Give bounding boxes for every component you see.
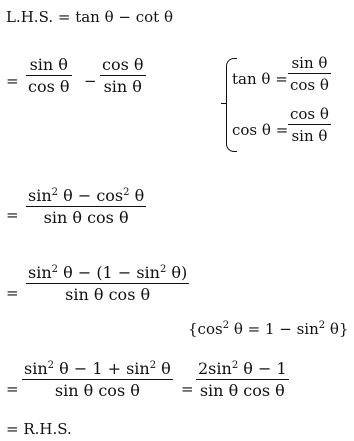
fraction-bar (196, 379, 289, 380)
numerator: sin θ (291, 54, 328, 72)
rhs-line: = R.H.S. (6, 420, 72, 438)
denominator: sin θ cos θ (43, 208, 129, 227)
fraction-bar (22, 379, 173, 380)
numerator: $\sin^2 \theta - \cos^2 \theta$ (28, 186, 145, 205)
equals-sign: = (6, 380, 19, 398)
fraction-bar (26, 75, 72, 76)
fraction-simplified (196, 360, 289, 400)
fraction-bar (26, 283, 189, 284)
minus-sign: − (84, 72, 97, 90)
denominator: sin θ cos θ (199, 381, 285, 400)
fraction-bar (26, 206, 146, 207)
numerator: $2\sin^2$ θ − 1 (198, 359, 287, 378)
denominator: sin θ cos θ (65, 285, 151, 304)
numerator: cos θ (290, 105, 329, 123)
fraction-bar (288, 73, 331, 74)
identity-note: {$\cos^2$ $\theta = 1 - \sin^2 \theta$} (188, 320, 349, 338)
fraction-sin-over-cos (26, 56, 72, 96)
tan-definition-label: tan θ = (232, 70, 288, 88)
brace-tip (221, 103, 227, 104)
numerator: $\sin^2 \theta - 1 + \sin^2 \theta$ (24, 359, 171, 378)
cos-definition-label: cos θ = (232, 121, 289, 139)
numerator: sin θ (29, 55, 68, 74)
denominator: cos θ (290, 76, 329, 94)
denominator: cos θ (28, 77, 70, 96)
fraction-substituted (26, 264, 189, 304)
numerator: $\sin^2 \theta - (1 - \sin^2 \theta)$ (28, 263, 188, 282)
equals-sign: = (6, 284, 19, 302)
fraction-tan (288, 54, 331, 94)
equals-sign: = (181, 380, 194, 398)
fraction-expanded (22, 360, 173, 400)
fraction-sin2-minus-cos2 (26, 187, 146, 227)
fraction-cos-over-sin (100, 56, 146, 96)
denominator: sin θ cos θ (54, 381, 140, 400)
lhs-line: L.H.S. = tan θ − cot θ (6, 8, 173, 26)
fraction-bar (100, 75, 146, 76)
numerator: cos θ (102, 55, 144, 74)
denominator: sin θ (103, 77, 142, 96)
equals-sign: = (6, 206, 19, 224)
fraction-bar (288, 124, 331, 125)
fraction-cos (288, 105, 331, 145)
denominator: sin θ (291, 127, 328, 145)
equals-sign: = (6, 72, 19, 90)
